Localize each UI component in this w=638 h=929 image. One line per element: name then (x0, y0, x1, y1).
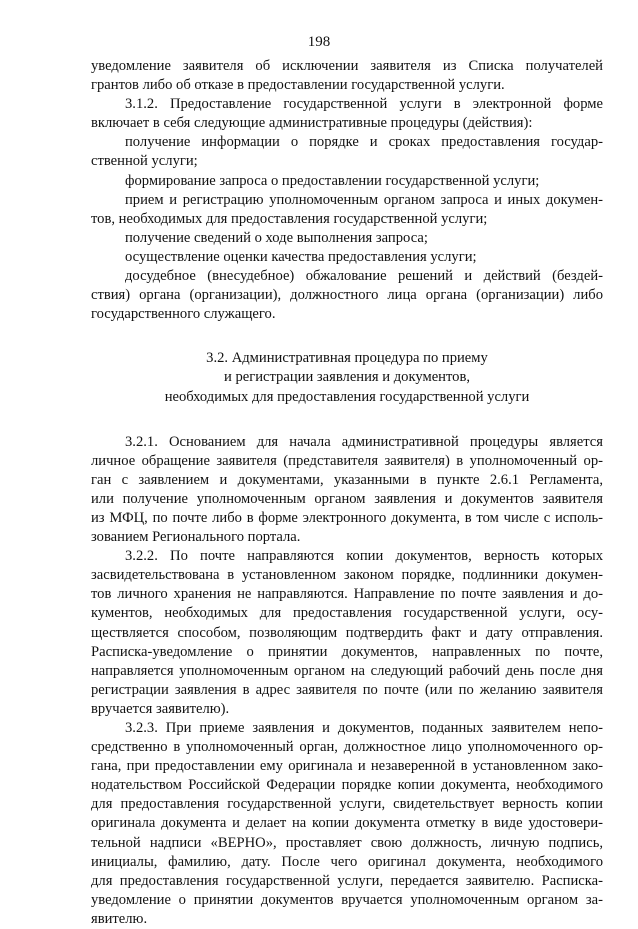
procedure-item-status (91, 229, 603, 248)
text-line: досудебное (внесудебное) обжалование решений и действий (бездей- (125, 268, 603, 285)
text-line: 3.2.2. По почте направляются копии документов, верность которых (125, 548, 603, 565)
document-body (91, 57, 603, 929)
text-line: для предоставления государственной услуги, передается заявителю. Расписка- (91, 872, 603, 889)
text-line: уведомление заявителя об исключении заявителя из Списка получателей (91, 58, 603, 74)
text-line: тов личного хранения не направляются. Направление по почте заявления и до- (91, 586, 603, 603)
text-line: нодательством Российской Федерации порядке копии документа, необходимого (91, 777, 603, 794)
text-line: направляется уполномоченным органом на следующий рабочий день после дня (91, 662, 603, 679)
heading-line: и регистрации заявления и документов, (223, 369, 471, 386)
text-line: включает в себя следующие административные процедуры (действия): (91, 115, 533, 132)
text-line: получение сведений о ходе выполнения запроса; (125, 229, 428, 246)
text-line: явителю. (91, 910, 148, 927)
text-line: 3.2.3. При приеме заявления и документов, поданных заявителем непо- (125, 720, 603, 736)
text-line: ществляется способом, позволяющим подтвердить факт и дату отправления. (91, 624, 603, 641)
text-line: уведомление о принятии документов вручается уполномоченным органом за- (91, 891, 603, 908)
intro-paragraph (91, 57, 603, 95)
text-line: получение информации о порядке и сроках предоставления государ- (125, 134, 603, 151)
heading-line: необходимых для предоставления государственной услуги (164, 388, 530, 405)
text-line: ствия) органа (организации), должностного лица органа (организации) либо (91, 287, 603, 304)
text-line: прием и регистрацию уполномоченным органом запроса и иных докумен- (125, 191, 603, 208)
text-line: или получение уполномоченным органом заявления и документов заявителя (91, 490, 603, 507)
text-line: формирование запроса о предоставлении государственной услуги; (125, 172, 540, 189)
text-line: оригинала документа и делает на копии документа отметку в виде удостовери- (91, 815, 603, 832)
procedure-item-appeal (91, 267, 603, 324)
text-line: тов, необходимых для предоставления государственной услуги; (91, 210, 488, 227)
procedure-item-registration (91, 191, 603, 229)
paragraph-3-2-2 (91, 547, 603, 719)
text-line: зованием Регионального портала. (91, 529, 301, 546)
text-line: ган с заявлением и документами, указанными в пункте 2.6.1 Регламента, (91, 471, 603, 488)
text-line: кументов, необходимых для предоставления государственной услуги, осу- (91, 605, 603, 622)
text-line: личное обращение заявителя (представителя заявителя) в уполномоченный ор- (91, 452, 603, 469)
text-line: инициалы, фамилию, дату. После чего оригинал документа, необходимого (91, 853, 603, 870)
text-line: грантов либо об отказе в предоставлении государственной услуги. (91, 77, 505, 94)
text-line: государственного служащего. (91, 306, 276, 323)
paragraph-3-2-1 (91, 433, 603, 548)
text-line: для предоставления государственной услуги, свидетельствует верность копии (91, 796, 603, 813)
paragraph-3-2-3 (91, 719, 603, 929)
text-line: 3.1.2. Предоставление государственной услуги в электронной форме (125, 96, 603, 113)
text-line: тельной надписи «ВЕРНО», проставляет свою должность, личную подпись, (91, 834, 603, 851)
text-line: регистрации заявления в адрес заявителя по почте (или по желанию заявителя (91, 681, 603, 698)
text-line: осуществление оценки качества предоставления услуги; (125, 248, 477, 265)
procedure-item-request-forming (91, 172, 603, 191)
text-line: вручается заявителю). (91, 700, 230, 717)
text-line: Расписка-уведомление о принятии документов, направленных по почте, (91, 643, 603, 660)
text-line: из МФЦ, по почте либо в форме электронного документа, в том числе с исполь- (91, 509, 603, 526)
paragraph-3-1-2 (91, 95, 603, 133)
text-line: гана, при предоставлении ему оригинала и незаверенной в установленном зако- (91, 758, 603, 775)
text-line: средственно в уполномоченный орган, должностное лицо уполномоченного ор- (91, 739, 603, 756)
procedure-item-quality (91, 248, 603, 267)
heading-line: 3.2. Административная процедура по приему (206, 350, 488, 367)
section-heading-3-2 (91, 349, 603, 406)
text-line: 3.2.1. Основанием для начала административной процедуры является (125, 433, 603, 450)
page-number: 198 (307, 34, 331, 50)
text-line: ственной услуги; (91, 153, 198, 170)
procedure-item-info (91, 133, 603, 171)
text-line: засвидетельствована в установленном законом порядке, подлинники докумен- (91, 567, 603, 584)
